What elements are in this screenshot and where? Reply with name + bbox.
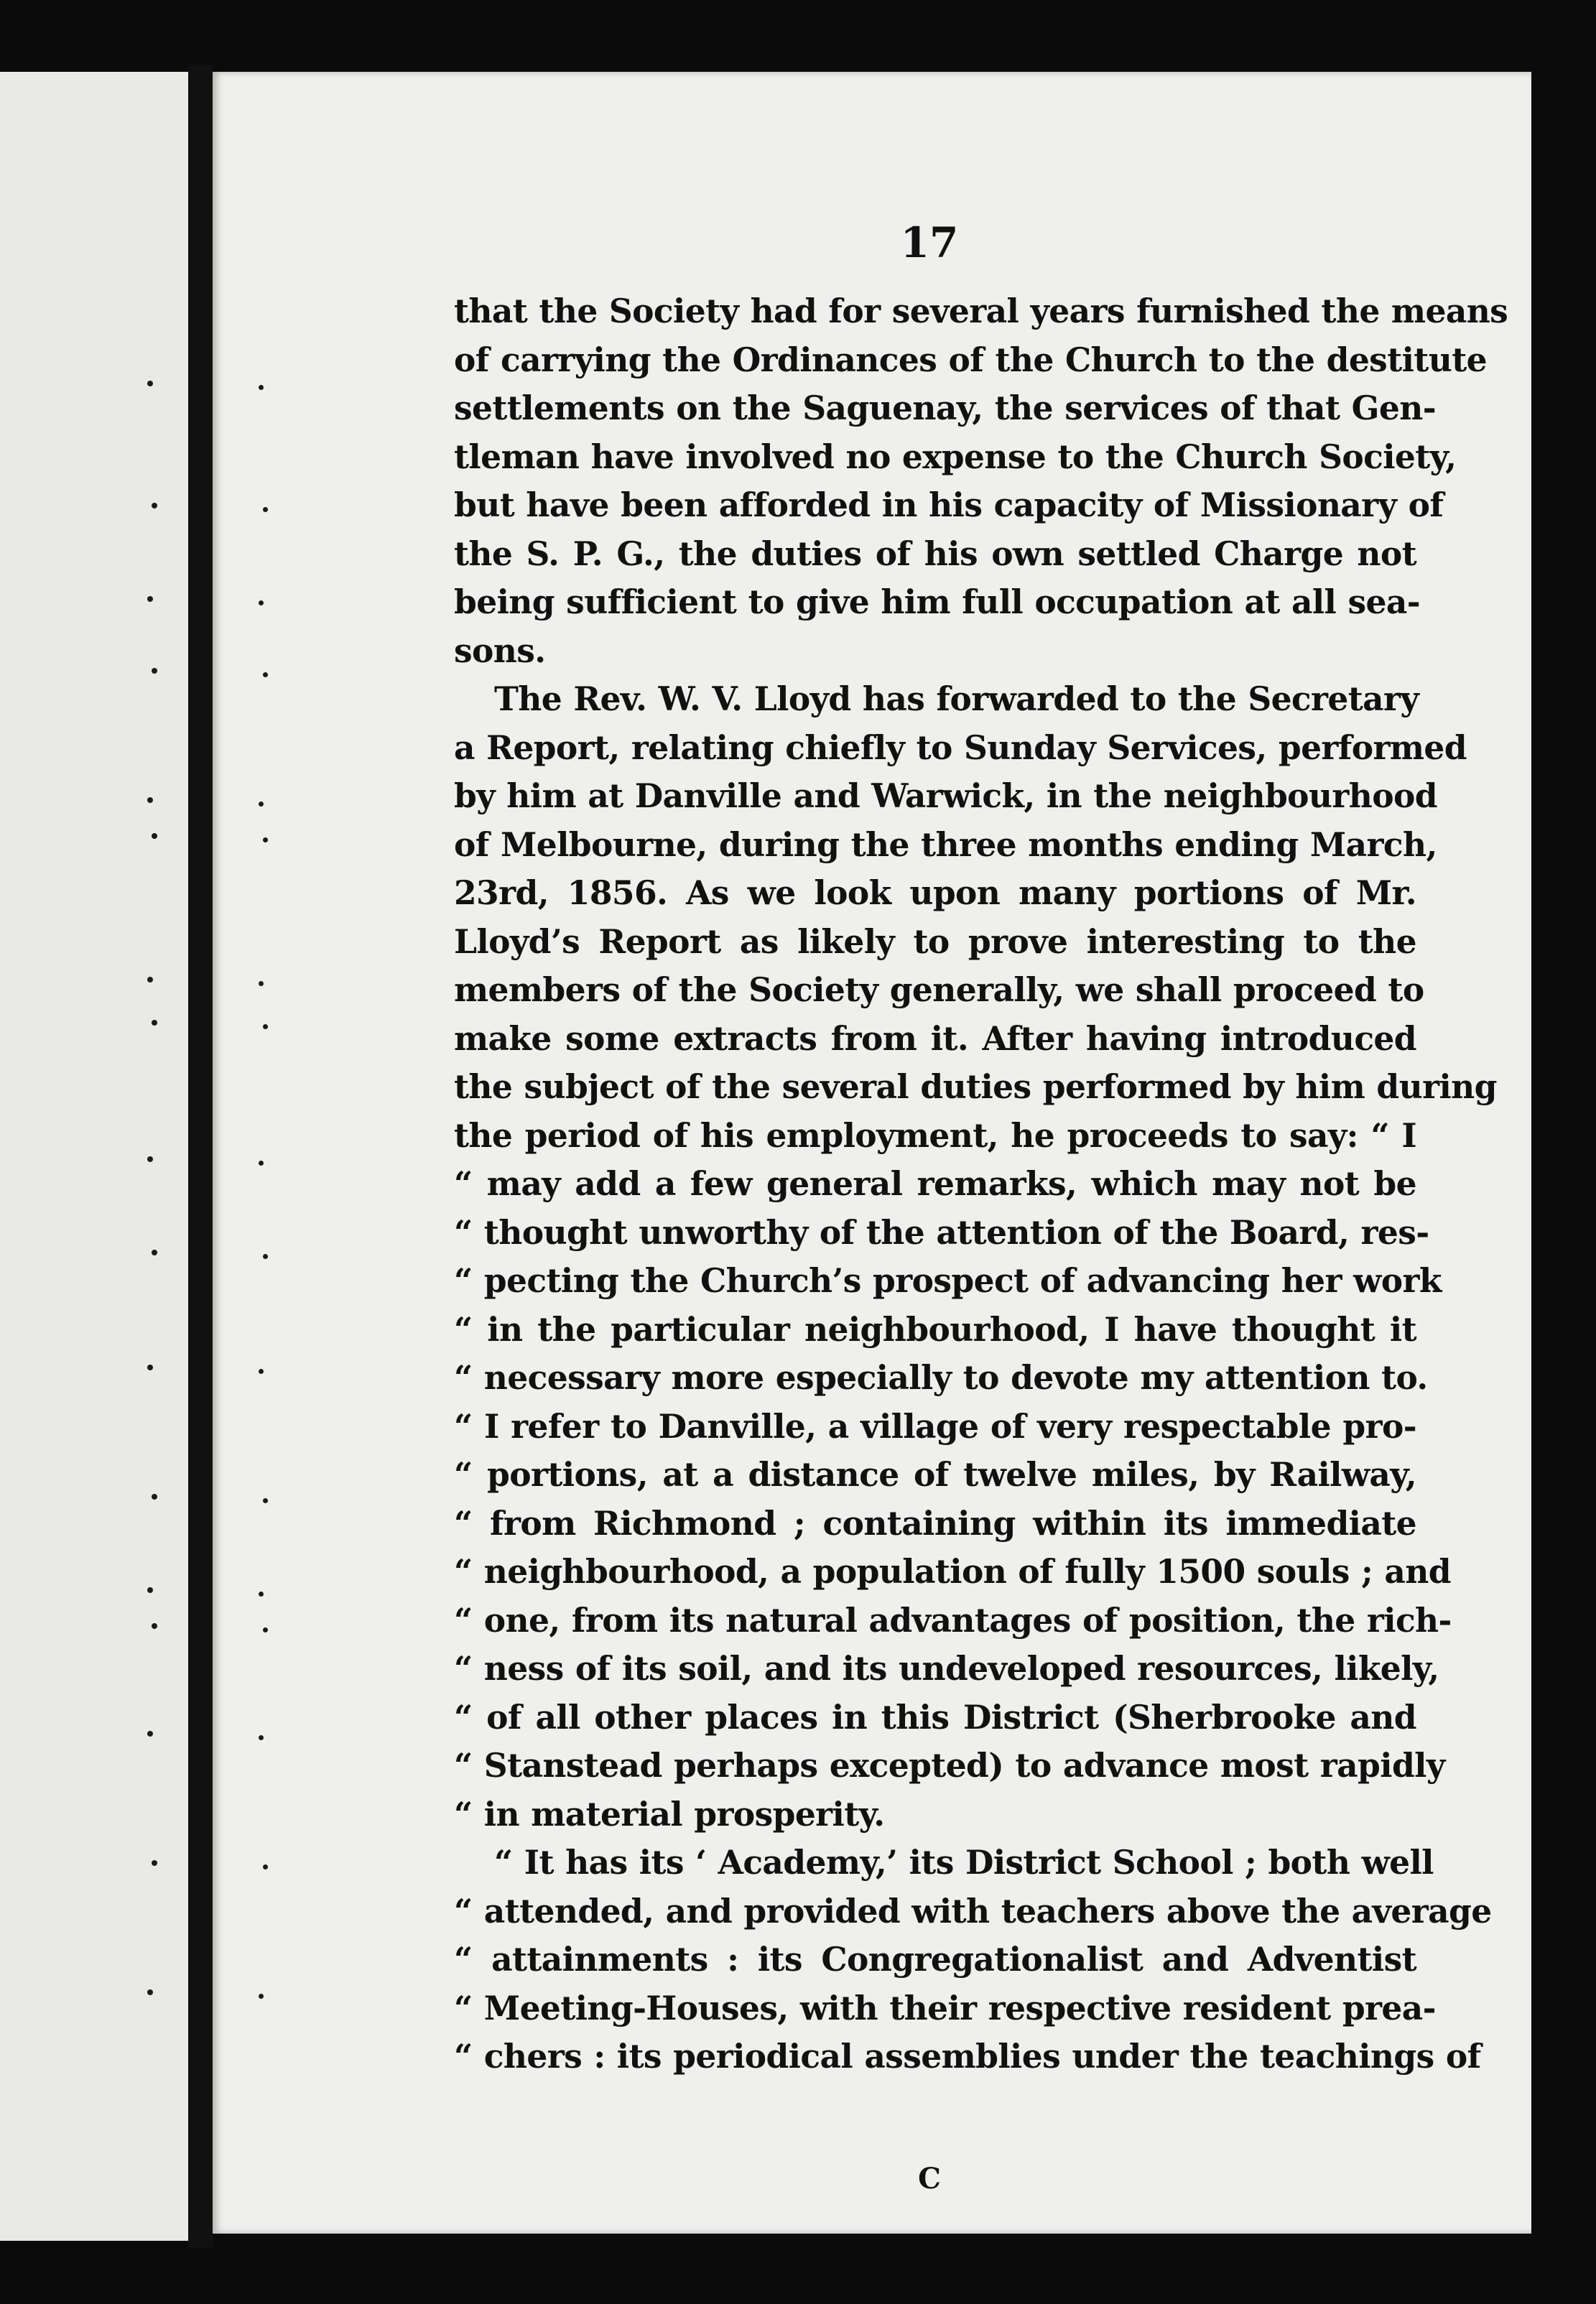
margin-dot [147, 1156, 153, 1162]
margin-dot [259, 1735, 264, 1740]
margin-dot [152, 1020, 157, 1026]
text-line: “ one, from its natural advantages of position, the rich- [454, 1600, 1452, 1640]
text-line: Lloyd’s Report as likely to prove interesting to the [454, 921, 1416, 961]
text-line: but have been afforded in his capacity of Missionary of [454, 486, 1444, 524]
margin-dot [147, 381, 153, 386]
previous-page-edge [0, 72, 195, 2241]
text-line: “ ness of its soil, and its undeveloped resources, likely, [454, 1649, 1439, 1688]
signature-mark: C [918, 2162, 941, 2196]
margin-dot [259, 1592, 264, 1597]
text-line: “ I refer to Danville, a village of very respectable pro- [454, 1406, 1416, 1446]
margin-dot [263, 507, 268, 512]
margin-dot [147, 1989, 153, 1995]
text-line: that the Society had for several years furnished the means [454, 292, 1508, 330]
margin-dot [147, 1731, 153, 1737]
margin-dot [152, 503, 157, 508]
margin-dot [152, 833, 157, 839]
margin-dot [263, 672, 268, 677]
margin-dot [147, 797, 153, 803]
page-text [454, 287, 1508, 2081]
text-line: tleman have involved no expense to the Church Society, [454, 437, 1457, 476]
text-line: “ neighbourhood, a population of fully 1500 souls ; and [454, 1552, 1451, 1591]
text-line: “ It has its ‘ Academy,’ its District School ; both well [494, 1843, 1434, 1882]
text-line: “ may add a few general remarks, which may not be [454, 1164, 1416, 1203]
margin-dot [259, 802, 264, 807]
text-line: being sufficient to give him full occupation at all sea- [454, 582, 1420, 621]
text-line: “ portions, at a distance of twelve miles, by Railway, [454, 1455, 1416, 1494]
text-line: “ Meeting-Houses, with their respective resident prea- [454, 1988, 1436, 2027]
margin-dot [259, 1161, 264, 1166]
margin-dot [152, 1623, 157, 1629]
margin-dot [152, 1494, 157, 1500]
text-line: the period of his employment, he proceeds to say: “ I [454, 1115, 1416, 1155]
margin-dot [147, 977, 153, 983]
margin-dot [147, 1365, 153, 1370]
margin-dot [263, 1498, 268, 1503]
margin-dot [259, 1994, 264, 1999]
text-line: settlements on the Saguenay, the services of that Gen- [454, 389, 1436, 427]
book-page [213, 72, 1531, 2234]
text-line: members of the Society generally, we shall proceed to [454, 970, 1424, 1009]
text-line: “ necessary more especially to devote my attention to. [454, 1358, 1428, 1397]
margin-dot [259, 385, 264, 390]
margin-dot [263, 1864, 268, 1869]
text-line: by him at Danville and Warwick, in the neighbourhood [454, 776, 1437, 815]
text-line: The Rev. W. V. Lloyd has forwarded to the Secretary [494, 679, 1419, 718]
margin-dot [147, 1587, 153, 1593]
text-line: the S. P. G., the duties of his own settled Charge not [454, 534, 1416, 573]
margin-dot [147, 596, 153, 602]
margin-dot [263, 837, 268, 842]
text-line: “ from Richmond ; containing within its immediate [454, 1503, 1416, 1543]
book-spine [188, 65, 213, 2248]
text-line: make some extracts from it. After having introduced [454, 1018, 1416, 1058]
text-line: “ in the particular neighbourhood, I have thought it [454, 1309, 1416, 1349]
text-line: of Melbourne, during the three months ending March, [454, 824, 1437, 864]
text-line: sons. [454, 631, 546, 670]
text-line: the subject of the several duties performed by him during [454, 1067, 1497, 1106]
text-line: “ of all other places in this District (Sherbrooke and [454, 1697, 1416, 1737]
text-line: 23rd, 1856. As we look upon many portions of Mr. [454, 873, 1416, 912]
text-line: of carrying the Ordinances of the Church to the destitute [454, 340, 1487, 379]
text-line: “ attended, and provided with teachers above the average [454, 1891, 1492, 1931]
text-line: a Report, relating chiefly to Sunday Services, performed [454, 728, 1467, 767]
text-line: “ in material prosperity. [454, 1794, 885, 1834]
text-line: “ Stanstead perhaps excepted) to advance most rapidly [454, 1746, 1445, 1785]
margin-dot [259, 600, 264, 605]
text-line: “ pecting the Church’s prospect of advancing her work [454, 1261, 1442, 1300]
margin-dot [259, 1369, 264, 1374]
margin-dot [259, 981, 264, 986]
margin-dot [263, 1627, 268, 1632]
margin-dot [152, 1250, 157, 1255]
margin-dot [152, 668, 157, 674]
text-line: “ thought unworthy of the attention of the Board, res- [454, 1212, 1429, 1252]
text-line: “ chers : its periodical assemblies under the teachings of [454, 2037, 1481, 2076]
margin-dot [263, 1024, 268, 1029]
page-number: 17 [900, 218, 959, 267]
margin-dot [152, 1860, 157, 1866]
margin-dot [263, 1254, 268, 1259]
text-line: “ attainments : its Congregationalist and Adventist [454, 1940, 1416, 1979]
